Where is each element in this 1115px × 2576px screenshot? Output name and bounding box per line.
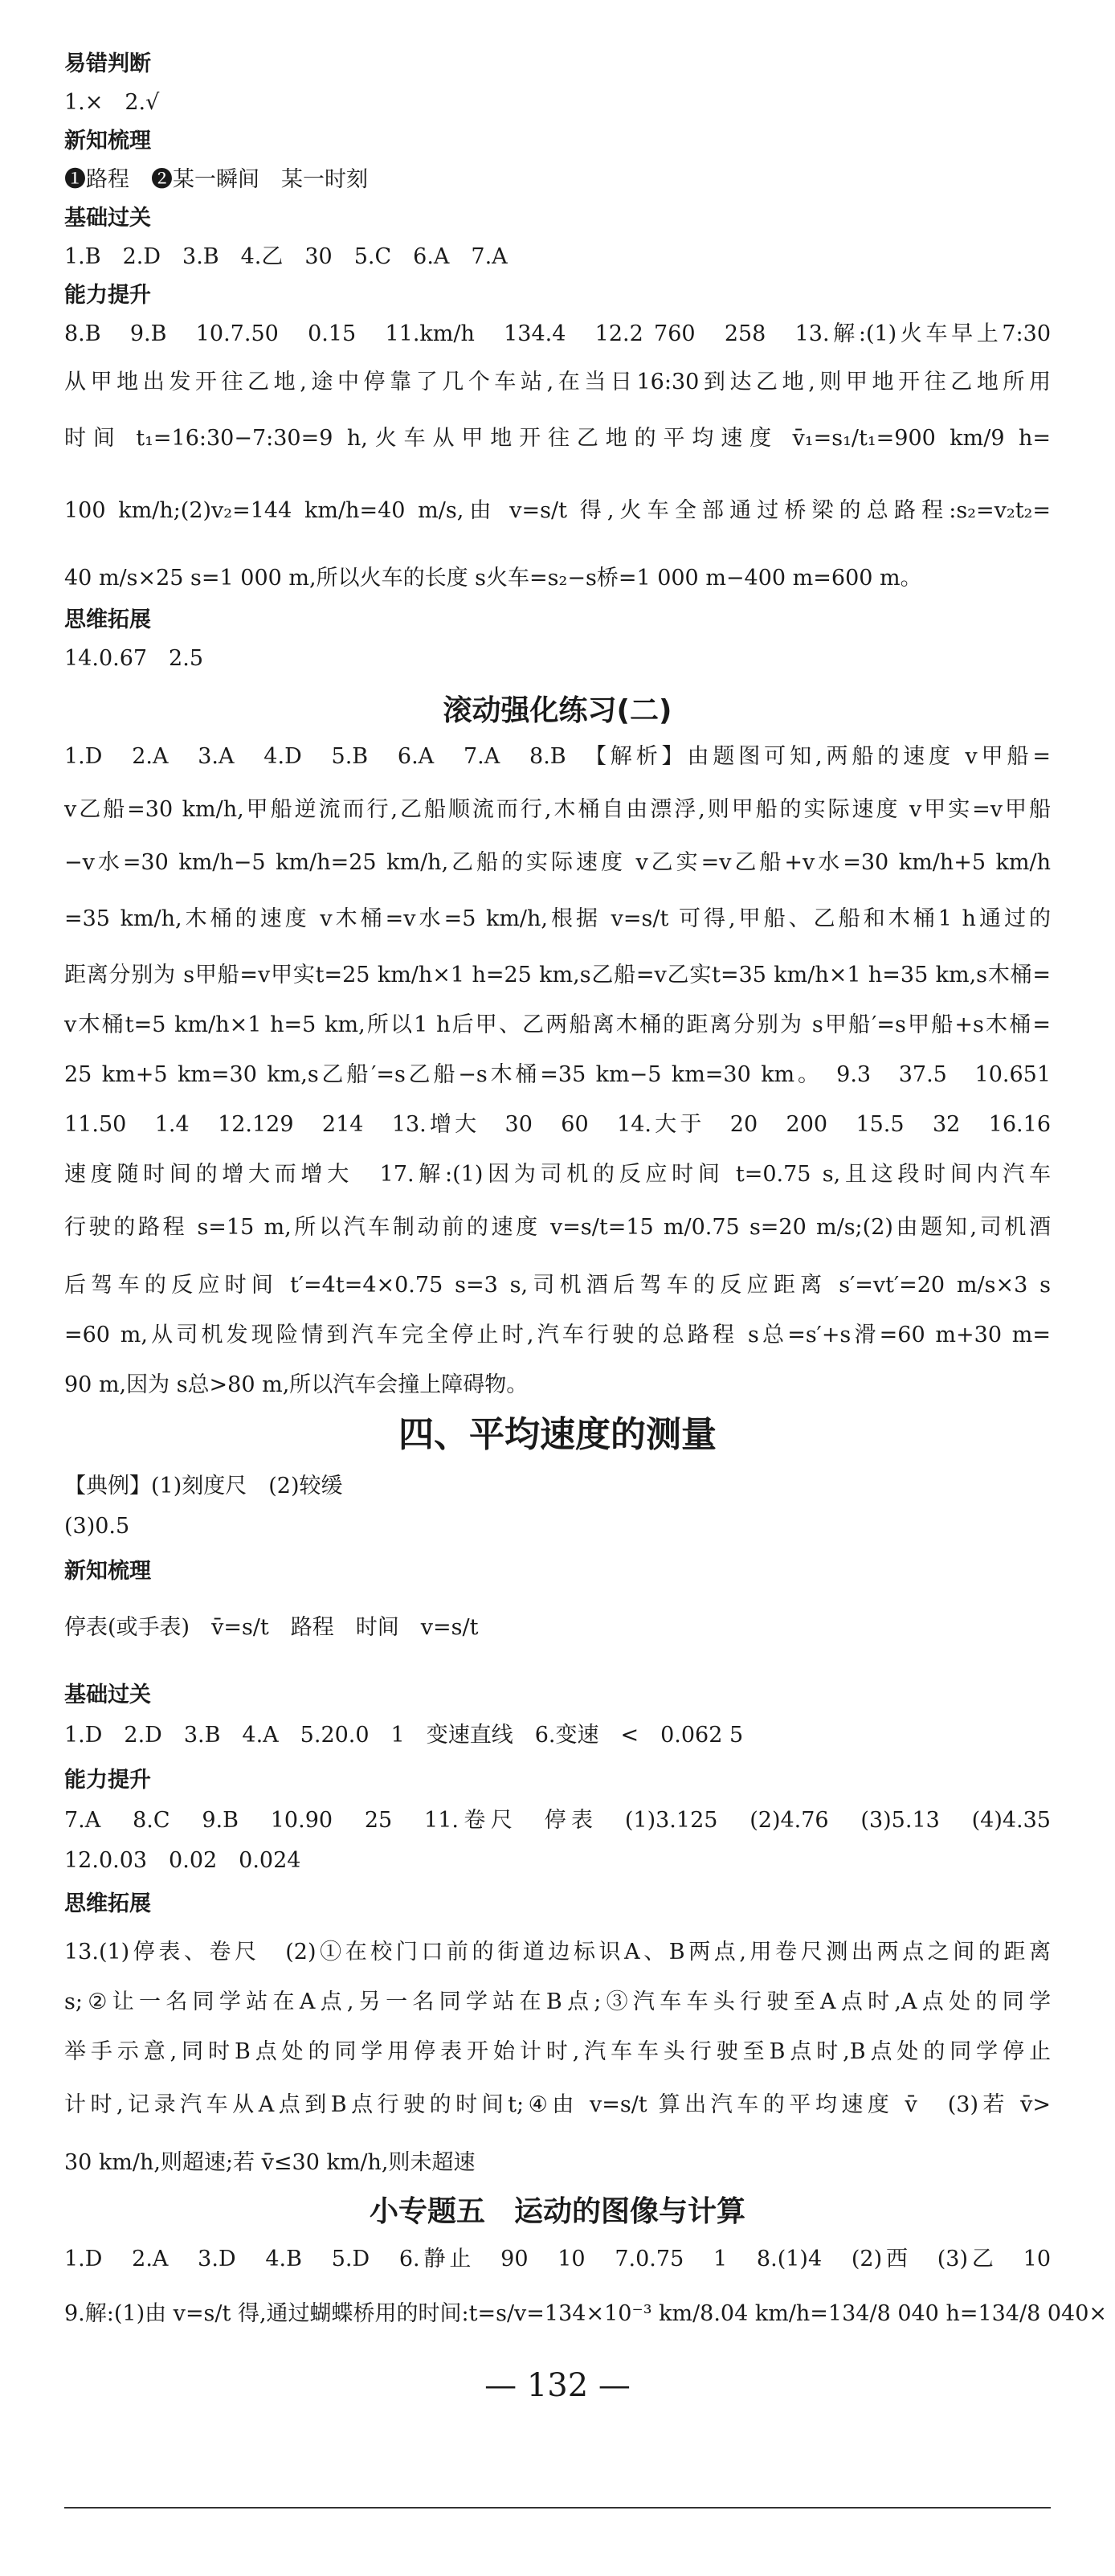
text-line: 8.B 9.B 10.7.50 0.15 11.km/h 134.4 12.2 760 258 13.解:(1)火车早上7:30 [64, 321, 1051, 346]
text-line: =35 km/h,木桶的速度 v木桶=v水=5 km/h,根据 v=s/t 可得,甲船、乙船和木桶1 h通过的 [64, 906, 1051, 931]
text-line: 停表(或手表) v̄=s/t 路程 时间 v=s/t [64, 1615, 479, 1640]
text-line: 计时,记录汽车从A点到B点行驶的时间t;④由 v=s/t 算出汽车的平均速度 v̄ (3)若 v̄> [64, 2092, 1051, 2117]
text-line: 1.× 2.√ [64, 90, 160, 115]
text-line: v乙船=30 km/h,甲船逆流而行,乙船顺流而行,木桶自由漂浮,则甲船的实际速度 v甲实=v甲船 [64, 797, 1051, 822]
text-line: 1.D 2.A 3.A 4.D 5.B 6.A 7.A 8.B 【解析】由题图可知,两船的速度 v甲船= [64, 744, 1051, 769]
heading-new-knowledge: 新知梳理 [64, 129, 151, 153]
heading-basic: 基础过关 [64, 206, 151, 231]
heading-thinking: 思维拓展 [64, 607, 151, 632]
text-line: 举手示意,同时B点处的同学用停表开始计时,汽车车头行驶至B点时,B点处的同学停止 [64, 2039, 1051, 2064]
heading-new-knowledge: 新知梳理 [64, 1559, 151, 1584]
text-line: ❶路程 ❷某一瞬间 某一时刻 [64, 167, 368, 192]
bottom-rule [64, 2507, 1051, 2509]
text-line: 【典例】(1)刻度尺 (2)较缓 [64, 1474, 343, 1499]
text-line: v木桶t=5 km/h×1 h=5 km,所以1 h后甲、乙两船离木桶的距离分别为 s甲船′=s甲船+s木桶= [64, 1012, 1051, 1037]
text-line: 13.(1)停表、卷尺 (2)①在校门口前的街道边标识A、B两点,用卷尺测出两点之间的距离 [64, 1940, 1051, 1965]
section-title-motion-graphs: 小专题五 运动的图像与计算 [369, 2195, 745, 2228]
text-line: 1.B 2.D 3.B 4.乙 30 5.C 6.A 7.A [64, 244, 508, 269]
text-line: 1.D 2.A 3.D 4.B 5.D 6.静止 90 10 7.0.75 1 8.(1)4 (2)西 (3)乙 10 [64, 2247, 1051, 2271]
text-line: 25 km+5 km=30 km,s乙船′=s乙船−s木桶=35 km−5 km=30 km。 9.3 37.5 10.651 [64, 1062, 1051, 1087]
heading-thinking: 思维拓展 [64, 1891, 151, 1916]
text-line: 距离分别为 s甲船=v甲实t=25 km/h×1 h=25 km,s乙船=v乙实t=35 km/h×1 h=35 km,s木桶= [64, 963, 1051, 987]
text-line: 7.A 8.C 9.B 10.90 25 11.卷尺 停表 (1)3.125 (2)4.76 (3)5.13 (4)4.35 [64, 1808, 1051, 1833]
text-line: 行驶的路程 s=15 m,所以汽车制动前的速度 v=s/t=15 m/0.75 s=20 m/s;(2)由题知,司机酒 [64, 1215, 1051, 1240]
text-line: 1.D 2.D 3.B 4.A 5.20.0 1 变速直线 6.变速 < 0.062 5 [64, 1723, 744, 1748]
text-line: 30 km/h,则超速;若 v̄≤30 km/h,则未超速 [64, 2150, 476, 2175]
text-line: 100 km/h;(2)v₂=144 km/h=40 m/s,由 v=s/t 得,火车全部通过桥梁的总路程:s₂=v₂t₂= [64, 498, 1051, 523]
section-title-average-speed: 四、平均速度的测量 [398, 1414, 717, 1455]
text-line: =60 m,从司机发现险情到汽车完全停止时,汽车行驶的总路程 s总=s′+s滑=60 m+30 m= [64, 1323, 1051, 1347]
text-line: 90 m,因为 s总>80 m,所以汽车会撞上障碍物。 [64, 1372, 529, 1397]
text-line: 后驾车的反应时间 t′=4t=4×0.75 s=3 s,司机酒后驾车的反应距离 s′=vt′=20 m/s×3 s [64, 1273, 1051, 1298]
text-line: 11.50 1.4 12.129 214 13.增大 30 60 14.大于 20 200 15.5 32 16.16 [64, 1112, 1051, 1137]
text-line: 14.0.67 2.5 [64, 646, 203, 671]
text-line: 从甲地出发开往乙地,途中停靠了几个车站,在当日16:30到达乙地,则甲地开往乙地所用 [64, 370, 1051, 395]
heading-ability: 能力提升 [64, 1768, 151, 1793]
text-line: 速度随时间的增大而增大 17.解:(1)因为司机的反应时间 t=0.75 s,且这段时间内汽车 [64, 1162, 1051, 1187]
heading-error-judgment: 易错判断 [64, 51, 151, 76]
text-line: 9.解:(1)由 v=s/t 得,通过蝴蝶桥用的时间:t=s/v=134×10⁻³ km/8.04 km/h=134/8 040 h=134/8 040× [64, 2301, 1108, 2326]
text-line: s;②让一名同学站在A点,另一名同学站在B点;③汽车车头行驶至A点时,A点处的同学 [64, 1989, 1051, 2014]
heading-ability: 能力提升 [64, 283, 151, 308]
section-title-rolling-practice: 滚动强化练习(二) [443, 694, 672, 727]
text-line: −v水=30 km/h−5 km/h=25 km/h,乙船的实际速度 v乙实=v乙船+v水=30 km/h+5 km/h [64, 850, 1051, 875]
text-line: 40 m/s×25 s=1 000 m,所以火车的长度 s火车=s₂−s桥=1 000 m−400 m=600 m。 [64, 566, 922, 591]
text-line: 12.0.03 0.02 0.024 [64, 1848, 301, 1873]
page-number: — 132 — [484, 2367, 631, 2404]
heading-basic: 基础过关 [64, 1683, 151, 1707]
text-line: 时间 t₁=16:30−7:30=9 h,火车从甲地开往乙地的平均速度 v̄₁=s₁/t₁=900 km/9 h= [64, 426, 1051, 451]
text-line: (3)0.5 [64, 1514, 130, 1539]
